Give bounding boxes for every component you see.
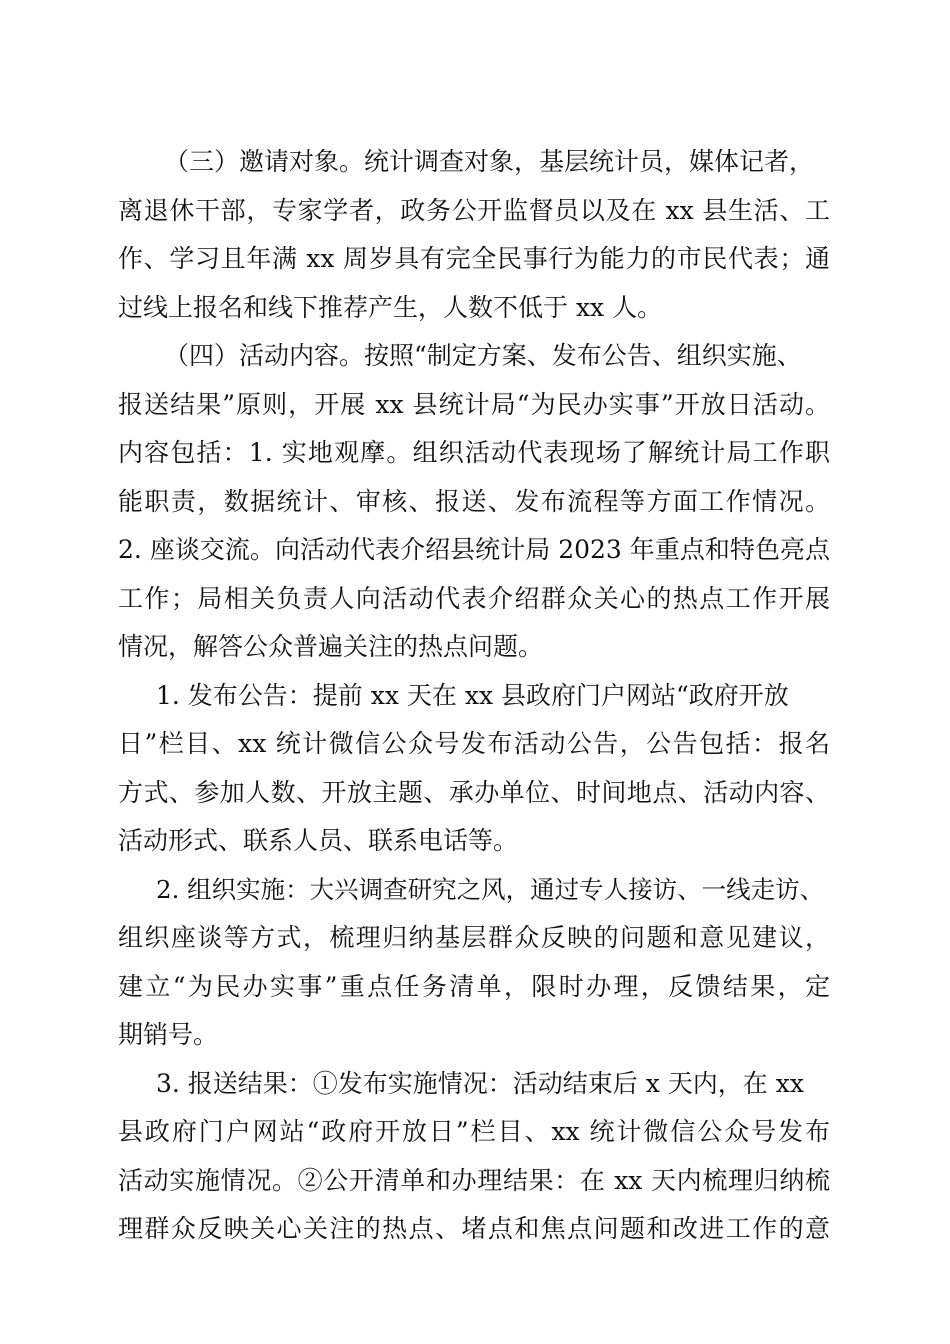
text-line: 2. 组织实施：大兴调查研究之风，通过专人接访、一线走访、: [156, 874, 825, 904]
text-line: 情况，解答公众普遍关注的热点问题。: [118, 632, 544, 661]
text-line: 1. 发布公告：提前 xx 天在 xx 县政府门户网站“政府开放: [156, 680, 789, 710]
text-line: 组织座谈等方式，梳理归纳基层群众反映的问题和意见建议，: [118, 923, 830, 952]
text-line: 日”栏目、xx 统计微信公众号发布活动公告，公告包括：报名: [118, 729, 830, 758]
text-line: 期销号。: [118, 1020, 219, 1049]
text-line: 活动形式、联系人员、联系电话等。: [118, 826, 519, 855]
document-body: [118, 138, 830, 1254]
text-line: 方式、参加人数、开放主题、承办单位、时间地点、活动内容、: [118, 777, 830, 807]
text-line: 离退休干部，专家学者，政务公开监督员以及在 xx 县生活、工: [118, 195, 830, 225]
text-line: 3. 报送结果：①发布实施情况：活动结束后 x 天内，在 xx: [156, 1068, 804, 1098]
text-line: 活动实施情况。②公开清单和办理结果：在 xx 天内梳理归纳梳: [118, 1165, 830, 1195]
text-line: 2. 座谈交流。向活动代表介绍县统计局 2023 年重点和特色亮点: [118, 535, 830, 564]
text-line: 建立“为民办实事”重点任务清单，限时办理，反馈结果，定: [118, 971, 830, 1001]
text-line: 报送结果”原则，开展 xx 县统计局“为民办实事”开放日活动。: [118, 389, 830, 419]
text-line: 能职责，数据统计、审核、报送、发布流程等方面工作情况。: [118, 486, 830, 516]
text-line: 作、学习且年满 xx 周岁具有完全民事行为能力的市民代表；通: [118, 244, 830, 273]
text-line: 县政府门户网站“政府开放日”栏目、xx 统计微信公众号发布: [118, 1117, 830, 1146]
text-line: 过线上报名和线下推荐产生，人数不低于 xx 人。: [118, 292, 663, 322]
text-line: 工作；局相关负责人向活动代表介绍群众关心的热点工作开展: [118, 583, 830, 613]
text-line: 理群众反映关心关注的热点、堵点和焦点问题和改进工作的意: [118, 1214, 830, 1243]
text-line: （四）活动内容。按照“制定方案、发布公告、组织实施、: [164, 341, 802, 370]
text-line: 内容包括：1. 实地观摩。组织活动代表现场了解统计局工作职: [118, 438, 830, 467]
text-line: （三）邀请对象。统计调查对象，基层统计员，媒体记者，: [164, 147, 815, 176]
